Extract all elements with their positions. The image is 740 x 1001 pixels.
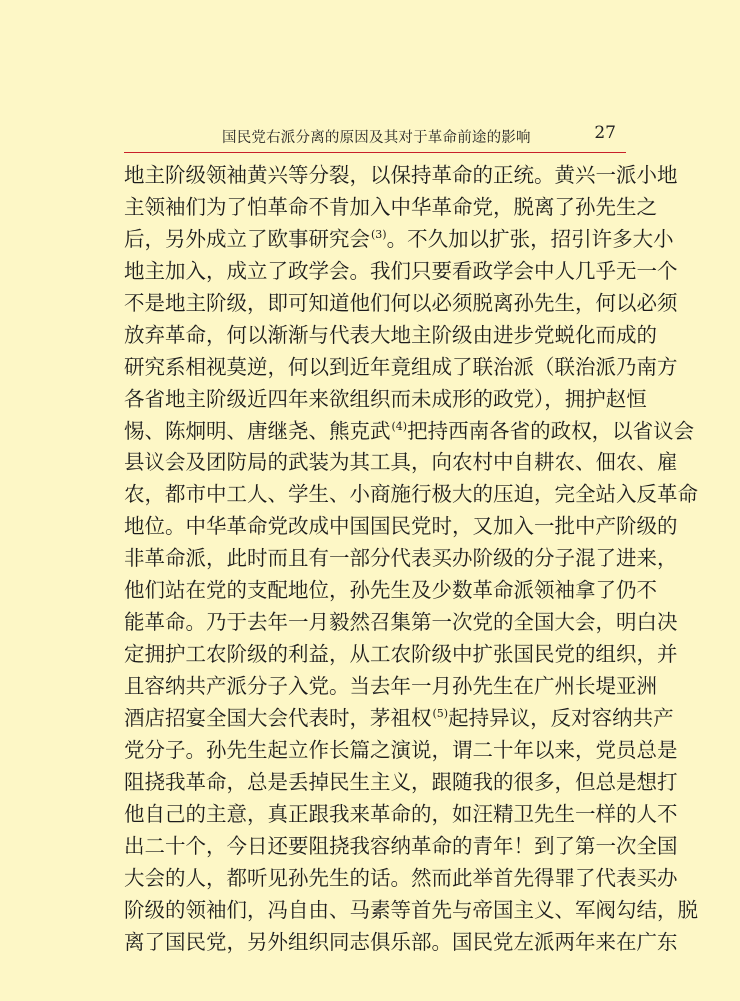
text-line: 党分子。孙先生起立作长篇之演说，谓二十年以来，党员总是 — [124, 737, 678, 762]
text-line: 出二十个，今日还要阻挠我容纳革命的青年！到了第一次全国 — [124, 833, 678, 858]
text-line-segment: 后，另外成立了欧事研究会 — [124, 226, 370, 251]
text-line-segment: 起持异议，反对容纳共产 — [448, 705, 674, 730]
body-text — [124, 160, 698, 958]
text-line: 地主加入，成立了政学会。我们只要看政学会中人几乎无一个 — [124, 258, 678, 283]
running-header — [124, 122, 626, 153]
text-line: 县议会及团防局的武装为其工具，向农村中自耕农、佃农、雇 — [124, 450, 678, 475]
footnote-ref: (4) — [391, 419, 408, 433]
text-line: 各省地主阶级近四年来欲组织而未成形的政党），拥护赵恒 — [124, 386, 647, 411]
text-line — [124, 703, 674, 735]
text-line: 非革命派，此时而且有一部分代表买办阶级的分子混了进来， — [124, 546, 678, 571]
footnote-ref: (3) — [371, 228, 387, 242]
text-line: 他们站在党的支配地位，孙先生及少数革命派领袖拿了仍不 — [124, 578, 657, 603]
text-line: 主领袖们为了怕革命不肯加入中华革命党，脱离了孙先生之 — [124, 194, 657, 219]
footnote-ref: (5) — [432, 707, 449, 721]
text-line — [124, 224, 674, 256]
text-line-segment: 酒店招宴全国大会代表时，茅祖权 — [124, 705, 432, 730]
text-line — [124, 416, 695, 448]
text-line: 阶级的领袖们，冯自由、马素等首先与帝国主义、军阀勾结，脱 — [124, 897, 698, 922]
text-line: 能革命。乃于去年一月毅然召集第一次党的全国大会，明白决 — [124, 610, 678, 635]
page-number: 27 — [594, 123, 616, 143]
text-line: 且容纳共产派分子入党。当去年一月孙先生在广州长堤亚洲 — [124, 674, 657, 698]
text-line: 放弃革命，何以渐渐与代表大地主阶级由进步党蜕化而成的 — [124, 322, 657, 347]
running-header-title: 国民党右派分离的原因及其对于革命前途的影响 — [222, 130, 531, 146]
text-line: 地位。中华革命党改成中国国民党时，又加入一批中产阶级的 — [124, 514, 678, 539]
text-line: 农，都市中工人、学生、小商施行极大的压迫，完全站入反革命 — [124, 482, 698, 507]
text-line: 地主阶级领袖黄兴等分裂，以保持革命的正统。黄兴一派小地 — [124, 163, 678, 187]
text-line: 离了国民党，另外组织同志俱乐部。国民党左派两年来在广东 — [124, 929, 678, 954]
text-line: 不是地主阶级，即可知道他们何以必须脱离孙先生，何以必须 — [124, 290, 678, 315]
text-line-segment: 把持西南各省的政权，以省议会 — [407, 418, 695, 443]
text-line: 他自己的主意，真正跟我来革命的，如汪精卫先生一样的人不 — [124, 801, 678, 826]
text-line-segment: 。不久加以扩张，招引许多大小 — [386, 226, 674, 251]
text-line: 研究系相视莫逆，何以到近年竟组成了联治派（联治派乃南方 — [124, 354, 678, 379]
text-line: 大会的人，都听见孙先生的话。然而此举首先得罪了代表买办 — [124, 865, 678, 890]
text-line: 阻挠我革命，总是丢掉民生主义，跟随我的很多，但总是想打 — [124, 769, 678, 794]
text-line: 定拥护工农阶级的利益，从工农阶级中扩张国民党的组织，并 — [124, 642, 678, 667]
text-line-segment: 惕、陈炯明、唐继尧、熊克武 — [124, 418, 391, 443]
